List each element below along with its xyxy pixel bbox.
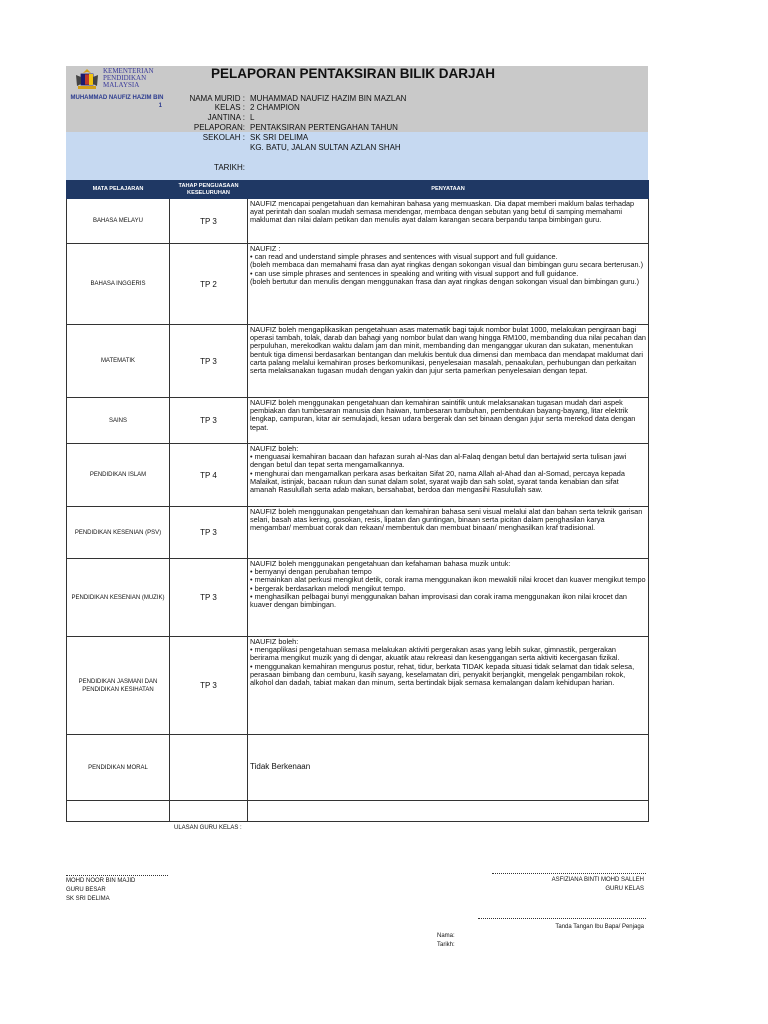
table-row [67, 199, 649, 244]
subject-cell: PENDIDIKAN KESENIAN (PSV) [67, 507, 170, 559]
level-cell: TP 3 [170, 398, 248, 444]
level-cell: TP 4 [170, 444, 248, 507]
table-row [67, 735, 649, 801]
level-cell: TP 3 [170, 507, 248, 559]
empty-cell [67, 801, 170, 822]
subject-cell: BAHASA INGGERIS [67, 244, 170, 325]
table-row [67, 507, 649, 559]
jantina-value: L [250, 113, 255, 122]
tarikh-label: TARIKH: [214, 163, 245, 172]
subject-cell: MATEMATIK [67, 325, 170, 398]
nama-label: NAMA MURID : [189, 94, 245, 103]
subject-cell: PENDIDIKAN KESENIAN (MUZIK) [67, 559, 170, 637]
assessment-table [66, 180, 649, 822]
subject-cell: PENDIDIKAN JASMANI DAN PENDIDIKAN KESIHATAN [67, 637, 170, 735]
subject-cell: PENDIDIKAN ISLAM [67, 444, 170, 507]
parent-signature-label: Tanda Tangan Ibu Bapa/ Penjaga [555, 924, 644, 930]
level-cell: TP 3 [170, 199, 248, 244]
col-level-header: TAHAP PENGUASAAN KESELURUHAN [170, 181, 248, 199]
sekolah-label: SEKOLAH : [202, 133, 245, 142]
teacher-name: ASFIZIANA BINTI MOHD SALLEH [551, 877, 644, 883]
level-cell [170, 735, 248, 801]
parent-signature-line [478, 918, 646, 919]
statement-cell: NAUFIZ boleh menggunakan pengetahuan dan kefahaman bahasa muzik untuk: • bernyanyi dengan perubahan tempo • memainkan alat perkusi mengikut detik, corak irama menggunakan ikon mewakili nilai krocet dan kuaver mengikut tempo • bergerak berdasarkan melodi mengikut tempo. • menghasilkan pelbagai bunyi menggunakan bahan improvisasi dan corak irama menggunakan ikon nilai krocet dan kuaver dengan bimbingan. [248, 559, 649, 637]
table-row [67, 444, 649, 507]
col-subject-header: MATA PELAJARAN [67, 181, 170, 199]
teacher-title: GURU KELAS [605, 886, 644, 892]
statement-cell: NAUFIZ boleh: • mengaplikasi pengetahuan semasa melakukan aktiviti pergerakan asas yang lebih sukar, gimnastik, pergerakan berirama mengikut muzik yang di dengar, akuatik atau rekreasi dan kesenggangan serta aktiviti kecergasan fizikal. • menggunakan kemahiran mengurus postur, rehat, tidur, berkata TIDAK kepada situasi tidak selamat dan tidak selesa, perasaan bimbang dan cemburu, kasih sayang, keselamatan diri, penyakit berjangkit, mengelak pengambilan rokok, alkohol dan dadah, tabiat makan dan minum, serta bertindak bijak semasa kemalangan dalam kehidupan harian. [248, 637, 649, 735]
nama-value: MUHAMMAD NAUFIZ HAZIM BIN MAZLAN [250, 94, 407, 103]
statement-cell: Tidak Berkenaan [248, 735, 649, 801]
level-cell: TP 3 [170, 559, 248, 637]
statement-cell: NAUFIZ boleh menggunakan pengetahuan dan kemahiran bahasa seni visual melalui alat dan bahan serta teknik garisan selari, basah atas kering, gosokan, resis, lipatan dan guntingan, binaan serta picitan dalam penghasilan karya mengambar/ membuat corak dan rekaan/ membentuk dan membuat binaan/ menghasilkan kraf tradisional. [248, 507, 649, 559]
malaysia-crest-icon [72, 67, 102, 91]
kelas-value: 2 CHAMPION [250, 103, 300, 112]
col-statement-header: PENYATAAN [248, 181, 649, 199]
table-row [67, 244, 649, 325]
table-row [67, 398, 649, 444]
headmaster-school: SK SRI DELIMA [66, 896, 110, 902]
level-cell: TP 3 [170, 637, 248, 735]
headmaster-name: MOHD NOOR BIN MAJID [66, 878, 136, 884]
page-title: PELAPORAN PENTAKSIRAN BILIK DARJAH [210, 66, 495, 81]
subject-cell: SAINS [67, 398, 170, 444]
subject-cell: PENDIDIKAN MORAL [67, 735, 170, 801]
level-cell: TP 2 [170, 244, 248, 325]
statement-cell: NAUFIZ : • can read and understand simple phrases and sentences with visual support and full guidance. (boleh membaca dan memahami frasa dan ayat ringkas dengan sokongan visual dan bimbingan guru secara berterusan.) • can use simple phrases and sentences in speaking and writing with visual support and full guidance. (boleh bertutur dan menulis dengan menggunakan frasa dan ayat ringkas dengan sokongan visual dan bimbingan guru.) [248, 244, 649, 325]
pelaporan-label: PELAPORAN: [193, 123, 245, 132]
table-row [67, 559, 649, 637]
subject-cell: BAHASA MELAYU [67, 199, 170, 244]
parent-date-label: Tarikh: [437, 942, 455, 948]
teacher-signature-line [492, 873, 646, 874]
table-header-row [67, 181, 649, 199]
table-row-empty [67, 801, 649, 822]
table-row [67, 637, 649, 735]
level-cell: TP 3 [170, 325, 248, 398]
student-name-short: MUHAMMAD NAUFIZ HAZIM BIN 1 [70, 95, 164, 109]
sekolah-value: SK SRI DELIMA [250, 133, 309, 142]
headmaster-signature-line [66, 875, 168, 876]
ulasan-label: ULASAN GURU KELAS : [174, 825, 242, 831]
pelaporan-value: PENTAKSIRAN PERTENGAHAN TAHUN [250, 123, 398, 132]
ministry-name: KEMENTERIAN PENDIDIKAN MALAYSIA [103, 67, 154, 89]
headmaster-title: GURU BESAR [66, 887, 106, 893]
kelas-label: KELAS : [214, 103, 245, 112]
statement-cell: NAUFIZ boleh mengaplikasikan pengetahuan asas matematik bagi tajuk nombor bulat 1000, melakukan pengiraan bagi operasi tambah, tolak, darab dan bahagi yang nombor bulat dan wang hingga RM100, membanding dua nilai pecahan dan perpuluhan, merekodkan waktu dalam jam dan minit, membanding dan menganggar ukuran dan sukatan, menentukan bentuk tiga dimensi berdasarkan bentangan dan melukis bentuk dua dimensi dan membaca dan mendapat maklumat dari carta palang melalui kemahiran proses berkomunikasi, penyelesaian masalah, penaakulan, perhubungan dan perkaitan serta melaksanakan tugasan mudah dengan yakin dan jujur serta pamerkan penyelesaian dengan tepat. [248, 325, 649, 398]
parent-name-label: Nama: [437, 933, 455, 939]
statement-cell: NAUFIZ boleh menggunakan pengetahuan dan kemahiran saintifik untuk melaksanakan tugasan mudah dari aspek pembiakan dan tumbesaran manusia dan haiwan, tumbesaran tumbuhan, pembentukan bayang-bayang, litar elektrik lengkap, campuran, kitar air semulajadi, kesan udara bergerak dan set binaan dengan jujur serta merekod data dengan tepat. [248, 398, 649, 444]
table-row [67, 325, 649, 398]
empty-cell [170, 801, 248, 822]
statement-cell: NAUFIZ mencapai pengetahuan dan kemahiran bahasa yang memuaskan. Dia dapat memberi maklum balas terhadap ayat perintah dan soalan mudah semasa mendengar, membaca dengan sebutan yang betul di samping memahami maklumat dan nilai dalam petikan dan menulis ayat dalam karangan secara berpandu tanpa bimbingan guru. [248, 199, 649, 244]
alamat-value: KG. BATU, JALAN SULTAN AZLAN SHAH [250, 143, 401, 152]
empty-cell [248, 801, 649, 822]
jantina-label: JANTINA : [207, 113, 245, 122]
statement-cell: NAUFIZ boleh: • menguasai kemahiran bacaan dan hafazan surah al-Nas dan al-Falaq dengan betul dan bertajwid serta tulisan jawi dengan betul dan tepat serta mengamalkannya. • menghurai dan mengamalkan perkara asas berkaitan Sifat 20, nama Allah al-Ahad dan al-Somad, percaya kepada Malaikat, istinjak, bacaan rukun dan sunat dalam solat, syarat wajib dan sah solat, syarat tanda kenabian dan sifat amanah Rasulullah serta adab makan, bersahabat, berdoa dan mengasihi Rasulullah saw. [248, 444, 649, 507]
